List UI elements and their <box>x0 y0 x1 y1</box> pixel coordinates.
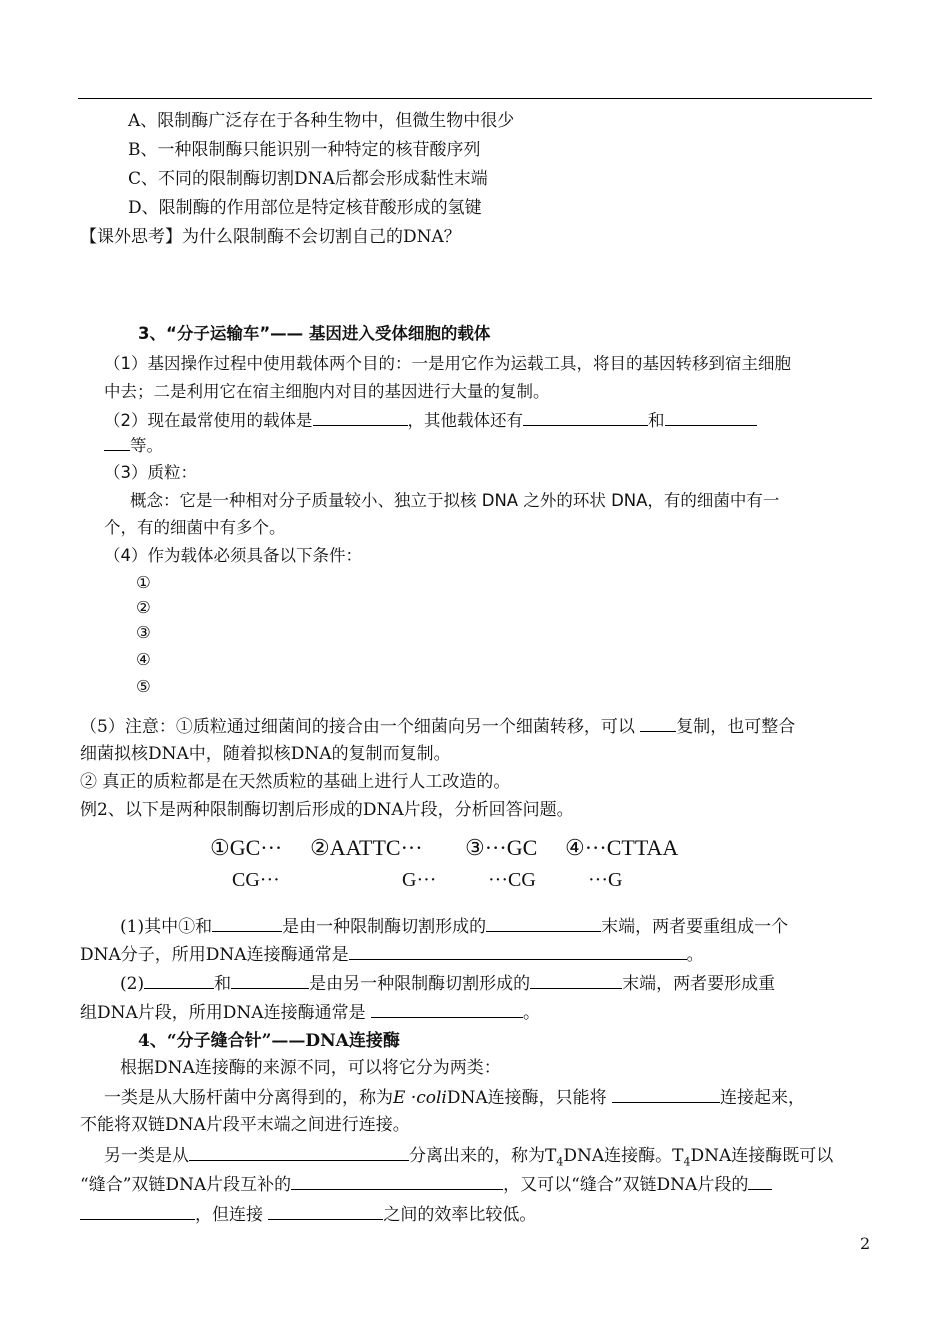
q2-text-f: 。 <box>522 1003 540 1023</box>
blank-other-vector-2[interactable] <box>665 409 757 426</box>
sec4-l4-text-b: 分离出来的，称为T <box>409 1146 557 1166</box>
p2-text-d: 等。 <box>130 436 163 455</box>
blank-q1-ligase[interactable] <box>349 943 687 960</box>
question1-line2 <box>80 943 704 966</box>
sec4-line6 <box>80 1203 536 1226</box>
blank-q2-ligase[interactable] <box>371 1001 523 1018</box>
blank-t4-blunt[interactable] <box>80 1203 195 1220</box>
condition-item: ③ <box>136 623 151 642</box>
sec4-l6-text-a: ，但连接 <box>195 1205 269 1225</box>
sec4-l4-text-a: 另一类是从 <box>104 1146 189 1166</box>
note-line3: ② 真正的质粒都是在天然质粒的基础上进行人工改造的。 <box>80 772 511 792</box>
choice-a: A、限制酶广泛存在于各种生物中，但微生物中很少 <box>128 111 515 131</box>
p2-text-c: 和 <box>648 411 665 430</box>
blank-q2-fragment-1[interactable] <box>144 972 214 989</box>
blank-t4-efficiency[interactable] <box>268 1203 383 1220</box>
sec4-line5 <box>80 1173 772 1196</box>
fragment-4-bottom: ···G <box>588 869 623 891</box>
question2-line2 <box>80 1001 540 1024</box>
header-rule <box>78 98 872 99</box>
extra-thinking: 【课外思考】为什么限制酶不会切割自己的DNA？ <box>80 227 461 247</box>
section3-title: 3、“分子运输车”—— 基因进入受体细胞的载体 <box>138 324 491 343</box>
section4-title: 4、“分子缝合针”——DNA连接酶 <box>138 1031 400 1051</box>
blank-q2-end-type[interactable] <box>530 972 622 989</box>
q2-text-d: 末端，两者要形成重 <box>622 974 776 994</box>
fragment-3-top: ③···GC <box>465 835 538 860</box>
sec4-l2-text-b: DNA连接酶，只能将 <box>446 1088 613 1108</box>
ecoli-label: E ·coli <box>393 1088 447 1108</box>
blank-t4-sticky[interactable] <box>291 1173 503 1190</box>
fragment-1-bottom: CG··· <box>232 869 280 891</box>
choice-c: C、不同的限制酶切割DNA后都会形成黏性末端 <box>128 169 488 189</box>
q1-text-a: (1)其中①和 <box>120 917 213 937</box>
fragment-3-bottom: ···CG <box>488 869 536 891</box>
sec3-p1-line1: （1）基因操作过程中使用载体两个目的：一是用它作为运载工具，将目的基因转移到宿主细胞 <box>104 354 791 373</box>
page-number: 2 <box>860 1234 871 1253</box>
plasmid-concept-line2: 个，有的细菌中有多个。 <box>104 518 286 537</box>
choice-b: B、一种限制酶只能识别一种特定的核苷酸序列 <box>128 140 481 160</box>
condition-item: ① <box>136 573 151 592</box>
blank-q1-end-type[interactable] <box>486 915 601 932</box>
sec4-l2-text-a: 一类是从大肠杆菌中分离得到的，称为 <box>104 1088 393 1108</box>
plasmid-concept-line1: 概念：它是一种相对分子质量较小、独立于拟核 DNA 之外的环状 DNA，有的细菌中有一 <box>130 491 780 510</box>
blank-other-vector-cont[interactable] <box>104 434 130 451</box>
condition-item: ④ <box>136 650 151 669</box>
q1-text-b: 是由一种限制酶切割形成的 <box>282 917 487 937</box>
sec4-l4-text-c: DNA连接酶。T <box>563 1146 684 1166</box>
fragment-1-top: ①GC··· <box>210 835 283 860</box>
question1-line1 <box>120 915 788 938</box>
sec3-p4: （4）作为载体必须具备以下条件： <box>104 546 362 565</box>
p2-text-b: ，其他载体还有 <box>407 411 523 430</box>
q2-text-b: 和 <box>214 974 232 994</box>
sec4-line4 <box>104 1144 833 1173</box>
blank-replication[interactable] <box>640 715 676 732</box>
choice-d: D、限制酶的作用部位是特定核苷酸形成的氢键 <box>128 198 482 218</box>
sec4-l6-text-b: 之间的效率比较低。 <box>383 1205 537 1225</box>
fragment-2-bottom: G··· <box>402 869 437 891</box>
blank-other-vector-1[interactable] <box>523 409 648 426</box>
sec4-l5-text-a: “缝合”双链DNA片段互补的 <box>80 1175 292 1195</box>
p2-text-a: （2）现在最常使用的载体是 <box>104 411 313 430</box>
example2-intro: 例2、以下是两种限制酶切割后形成的DNA片段，分析回答问题。 <box>80 800 574 820</box>
blank-ecoli-ends[interactable] <box>612 1086 720 1103</box>
sec3-p2-line2 <box>104 434 163 457</box>
sec3-p3: （3）质粒： <box>104 463 197 482</box>
fragment-2-top: ②AATTC··· <box>310 835 423 860</box>
condition-item: ② <box>136 598 151 617</box>
blank-t4-source[interactable] <box>189 1144 409 1161</box>
condition-item: ⑤ <box>136 677 151 696</box>
note-text-a2: 复制，也可整合 <box>676 717 796 737</box>
q1-text-d: DNA分子，所用DNA连接酶通常是 <box>80 945 349 965</box>
sec4-line2 <box>104 1086 805 1109</box>
note-text-a1: （5）注意：①质粒通过细菌间的接合由一个细菌向另一个细菌转移，可以 <box>80 717 641 737</box>
q2-text-a: (2) <box>120 974 145 994</box>
fragment-4-top: ④···CTTAA <box>565 835 679 860</box>
sec4-l5-text-b: ，又可以“缝合”双链DNA片段的 <box>503 1175 749 1195</box>
blank-q1-fragment[interactable] <box>212 915 282 932</box>
note-line1 <box>80 715 795 738</box>
t4-subscript: 4 <box>556 1155 564 1169</box>
sec4-l4-text-d: DNA连接酶既可以 <box>690 1146 834 1166</box>
blank-q2-fragment-2[interactable] <box>231 972 309 989</box>
sec3-p1-line2: 中去；二是利用它在宿主细胞内对目的基因进行大量的复制。 <box>104 382 550 401</box>
note-line2: 细菌拟核DNA中，随着拟核DNA的复制而复制。 <box>80 744 451 764</box>
q2-text-e: 组DNA片段，所用DNA连接酶通常是 <box>80 1003 371 1023</box>
blank-common-vector[interactable] <box>313 409 408 426</box>
sec3-p2-line1 <box>104 409 757 432</box>
question2-line1 <box>120 972 775 995</box>
sec4-l2-text-c: 连接起来， <box>720 1088 806 1108</box>
q1-text-e: 。 <box>686 945 704 965</box>
q2-text-c: 是由另一种限制酶切割形成的 <box>309 974 531 994</box>
t4-subscript: 4 <box>683 1155 691 1169</box>
blank-t4-blunt-start[interactable] <box>748 1173 772 1190</box>
q1-text-c: 末端，两者要重组成一个 <box>601 917 789 937</box>
sec4-line1: 根据DNA连接酶的来源不同，可以将它分为两类： <box>120 1058 501 1078</box>
sec4-line3: 不能将双链DNA片段平末端之间进行连接。 <box>80 1115 410 1135</box>
